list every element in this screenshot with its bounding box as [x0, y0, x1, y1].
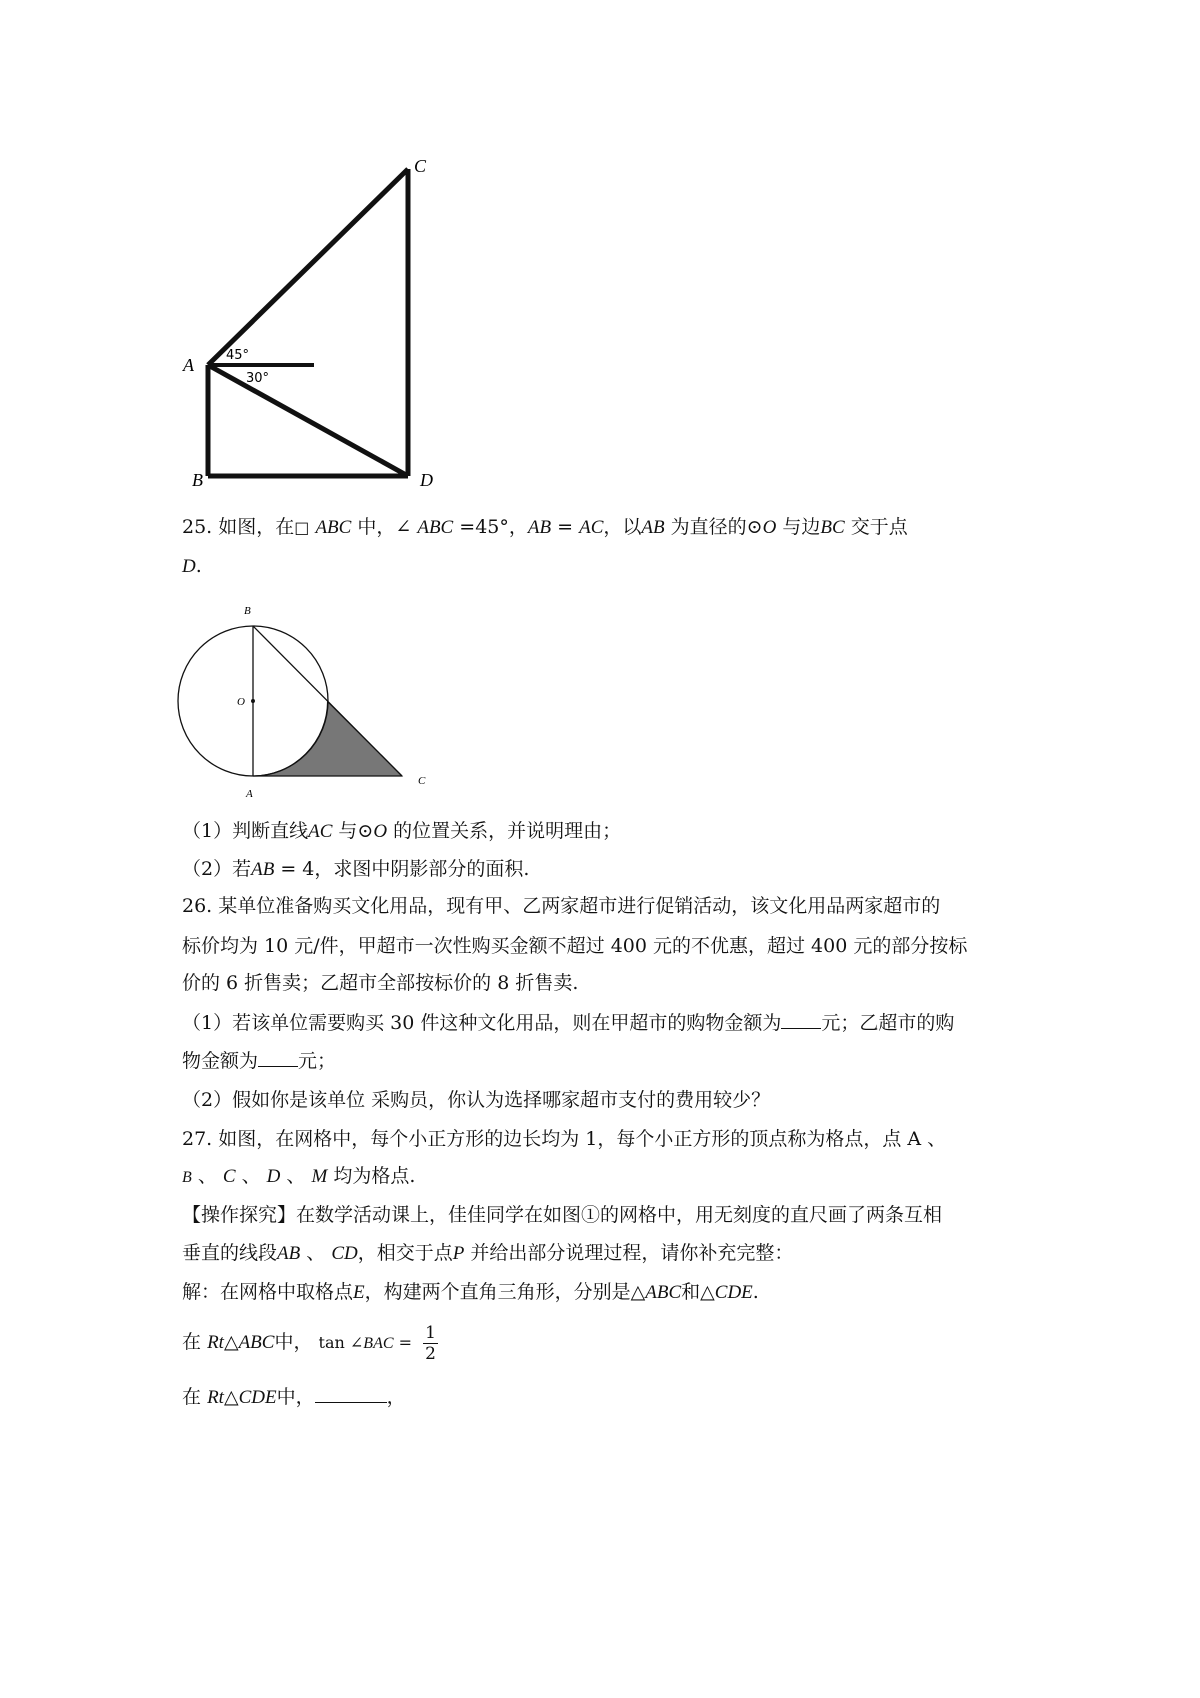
q26-line3: 价的 6 折售卖；乙超市全部按标价的 8 折售卖. [182, 972, 579, 994]
q27-line3: 【操作探究】在数学活动课上，佳佳同学在如图①的网格中，用无刻度的直尺画了两条互相 [182, 1204, 943, 1226]
q26-sub1-line1: （1）若该单位需要购买 30 件这种文化用品，则在甲超市的购物金额为 元；乙超市的购 [182, 1012, 955, 1034]
fraction-one-half: $\frac{1}{2}$ [425, 1322, 436, 1364]
label-b: B [244, 605, 251, 617]
label-d: D [420, 470, 433, 490]
q25-stem-line1: 25. 如图，在□ ABC 中，∠ ABC =45°，AB = AC，以AB 为直径的⊙O 与边BC 交于点 [182, 516, 908, 538]
q26-sub2: （2）假如你是该单位 采购员，你认为选择哪家超市支付的费用较少？ [182, 1089, 771, 1111]
q27-line4: 垂直的线段AB 、 CD，相交于点P 并给出部分说理过程，请你补充完整： [182, 1242, 794, 1264]
answer-blank-yi[interactable] [258, 1048, 298, 1067]
q26-line1: 26. 某单位准备购买文化用品，现有甲、乙两家超市进行促销活动，该文化用品两家超市的 [182, 895, 941, 917]
q25-stem-line2: D. [182, 555, 202, 577]
q27-line5: 解：在网格中取格点E，构建两个直角三角形，分别是△ABC和△CDE. [182, 1281, 759, 1303]
answer-blank-jia[interactable] [781, 1010, 821, 1029]
label-a: A [246, 788, 253, 800]
q27-line7: 在 Rt△CDE中， ， [182, 1386, 406, 1408]
q25-sub2: （2）若AB = 4，求图中阴影部分的面积. [182, 858, 530, 880]
label-a: A [183, 355, 194, 375]
answer-blank-tan-cde[interactable] [315, 1384, 387, 1403]
label-b: B [192, 470, 203, 490]
label-c: C [418, 775, 426, 787]
q26-sub1-line2: 物金额为 元； [182, 1050, 337, 1072]
segment-ac [208, 169, 408, 365]
figure-1-diagram [170, 150, 460, 500]
q27-line6: 在 Rt△ABC中， tan ∠BAC = $\frac{1}{2}$ [182, 1322, 436, 1364]
center-point [251, 699, 255, 703]
angle-45-label: 45° [226, 348, 250, 363]
figure-2-diagram [170, 600, 440, 810]
label-c: C [414, 156, 427, 176]
q25-sub1: （1）判断直线AC 与⊙O 的位置关系，并说明理由； [182, 820, 622, 842]
angle-30-label: 30° [246, 371, 270, 386]
q27-line2: B 、 C 、 D 、 M 均为格点. [182, 1165, 416, 1187]
q26-line2: 标价均为 10 元/件，甲超市一次性购买金额不超过 400 元的不优惠，超过 400 元的部分按标 [182, 935, 968, 957]
segment-ad [208, 365, 408, 476]
q27-line1: 27. 如图，在网格中，每个小正方形的边长均为 1，每个小正方形的顶点称为格点，点 A 、 [182, 1128, 947, 1150]
label-o: O [237, 696, 245, 708]
